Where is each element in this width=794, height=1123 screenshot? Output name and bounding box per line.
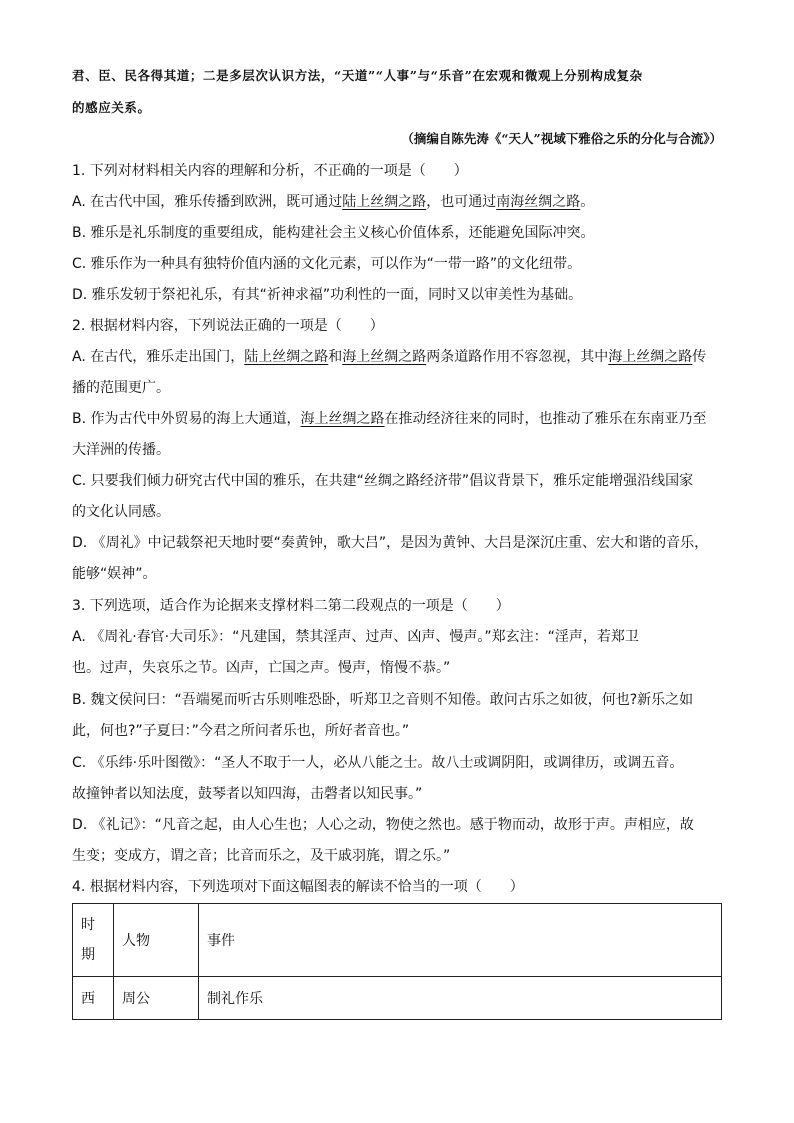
q3-stem: 3. 下列选项，适合作为论据来支撑材料二第二段观点的一项是（ ） <box>72 598 510 614</box>
source-citation: （摘编自陈先涛《“天人”视域下雅俗之乐的分化与合流》） <box>401 131 722 146</box>
q1-option-d[interactable]: D. 雅乐发轫于祭祀礼乐，有其“祈神求福”功利性的一面，同时又以审美性为基础。 <box>72 287 583 303</box>
q3-option-d-line-2[interactable]: 生变；变成方，谓之音；比音而乐之，及干戚羽旄，谓之乐。” <box>72 848 451 864</box>
header-event: 事件 <box>199 904 722 977</box>
intro-line-1: 君、臣、民各得其道；二是多层次认识方法，“天道”“人事”与“乐音”在宏观和微观上分别构成复杂 <box>72 68 643 83</box>
table-header-row <box>73 904 722 977</box>
cell-event: 制礼作乐 <box>199 977 722 1020</box>
header-person: 人物 <box>114 904 199 977</box>
q1-option-b[interactable]: B. 雅乐是礼乐制度的重要组成，能构建社会主义核心价值体系，还能避免国际冲突。 <box>72 225 595 241</box>
table-row <box>73 977 722 1020</box>
q3-option-b-line-2[interactable]: 此，何也?”子夏曰：”今君之所问者乐也，所好者音也。” <box>72 723 410 739</box>
events-table <box>72 903 722 1020</box>
q2-stem: 2. 根据材料内容，下列说法正确的一项是（ ） <box>72 318 384 334</box>
q3-option-d-line-1[interactable]: D. 《礼记》：“凡音之起，由人心生也；人心之动，物使之然也。感于物而动，故形于声。声相应，故 <box>72 817 694 833</box>
q1-option-a[interactable]: A. 在古代中国，雅乐传播到欧洲，既可通过陆上丝绸之路，也可通过南海丝绸之路。 <box>72 194 595 210</box>
header-period: 时 期 <box>73 904 114 977</box>
cell-person: 周公 <box>114 977 199 1020</box>
q2-option-a-line-2[interactable]: 播的范围更广。 <box>72 380 170 396</box>
intro-line-2: 的感应关系。 <box>72 100 151 115</box>
q2-option-c-line-2[interactable]: 的文化认同感。 <box>72 504 170 520</box>
underlined-term: 海上丝绸之路 <box>300 411 385 427</box>
q2-option-d-line-2[interactable]: 能够“娱神”。 <box>72 566 157 582</box>
q2-option-c-line-1[interactable]: C. 只要我们倾力研究古代中国的雅乐，在共建“丝绸之路经济带”倡议背景下，雅乐定能增强沿线国家 <box>72 473 694 489</box>
q4-stem: 4. 根据材料内容，下列选项对下面这幅图表的解读不恰当的一项（ ） <box>72 879 524 895</box>
q1-stem: 1. 下列对材料相关内容的理解和分析，不正确的一项是（ ） <box>72 163 468 179</box>
underlined-term: 陆上丝绸之路 <box>244 349 329 365</box>
underlined-term: 南海丝绸之路 <box>496 194 581 210</box>
q2-option-a-line-1[interactable]: A. 在古代，雅乐走出国门，陆上丝绸之路和海上丝绸之路两条道路作用不容忽视，其中海上丝绸之路传 <box>72 349 707 365</box>
underlined-term: 陆上丝绸之路 <box>342 194 427 210</box>
q3-option-a-line-2[interactable]: 也。过声，失哀乐之节。凶声，亡国之声。慢声，惰慢不恭。” <box>72 660 451 676</box>
q3-option-c-line-2[interactable]: 故撞钟者以知法度，鼓琴者以知四海，击磬者以知民事。” <box>72 786 423 802</box>
cell-period: 西 <box>73 977 114 1020</box>
underlined-term: 海上丝绸之路 <box>342 349 427 365</box>
q3-option-b-line-1[interactable]: B. 魏文侯问曰：“吾端冕而听古乐则唯恐卧，听郑卫之音则不知倦。敢问古乐之如彼，何也?新乐之如 <box>72 692 694 708</box>
q2-option-d-line-1[interactable]: D. 《周礼》中记载祭祀天地时要“奏黄钟，歌大吕”，是因为黄钟、大吕是深沉庄重、宏大和谐的音乐， <box>72 535 709 551</box>
q3-option-c-line-1[interactable]: C. 《乐纬·乐叶图徵》：“圣人不取于一人，必从八能之士。故八士或调阴阳，或调律历，或调五音。 <box>72 755 684 771</box>
q2-option-b-line-2[interactable]: 大洋洲的传播。 <box>72 442 170 458</box>
q3-option-a-line-1[interactable]: A. 《周礼·春官·大司乐》：“凡建国，禁其淫声、过声、凶声、慢声。”郑玄注：“淫声，若郑卫 <box>72 629 639 645</box>
q1-option-c[interactable]: C. 雅乐作为一种具有独特价值内涵的文化元素，可以作为“一带一路”的文化纽带。 <box>72 256 582 272</box>
q2-option-b-line-1[interactable]: B. 作为古代中外贸易的海上大通道，海上丝绸之路在推动经济往来的同时，也推动了雅乐在东南亚乃至 <box>72 411 707 427</box>
underlined-term: 海上丝绸之路 <box>608 349 693 365</box>
